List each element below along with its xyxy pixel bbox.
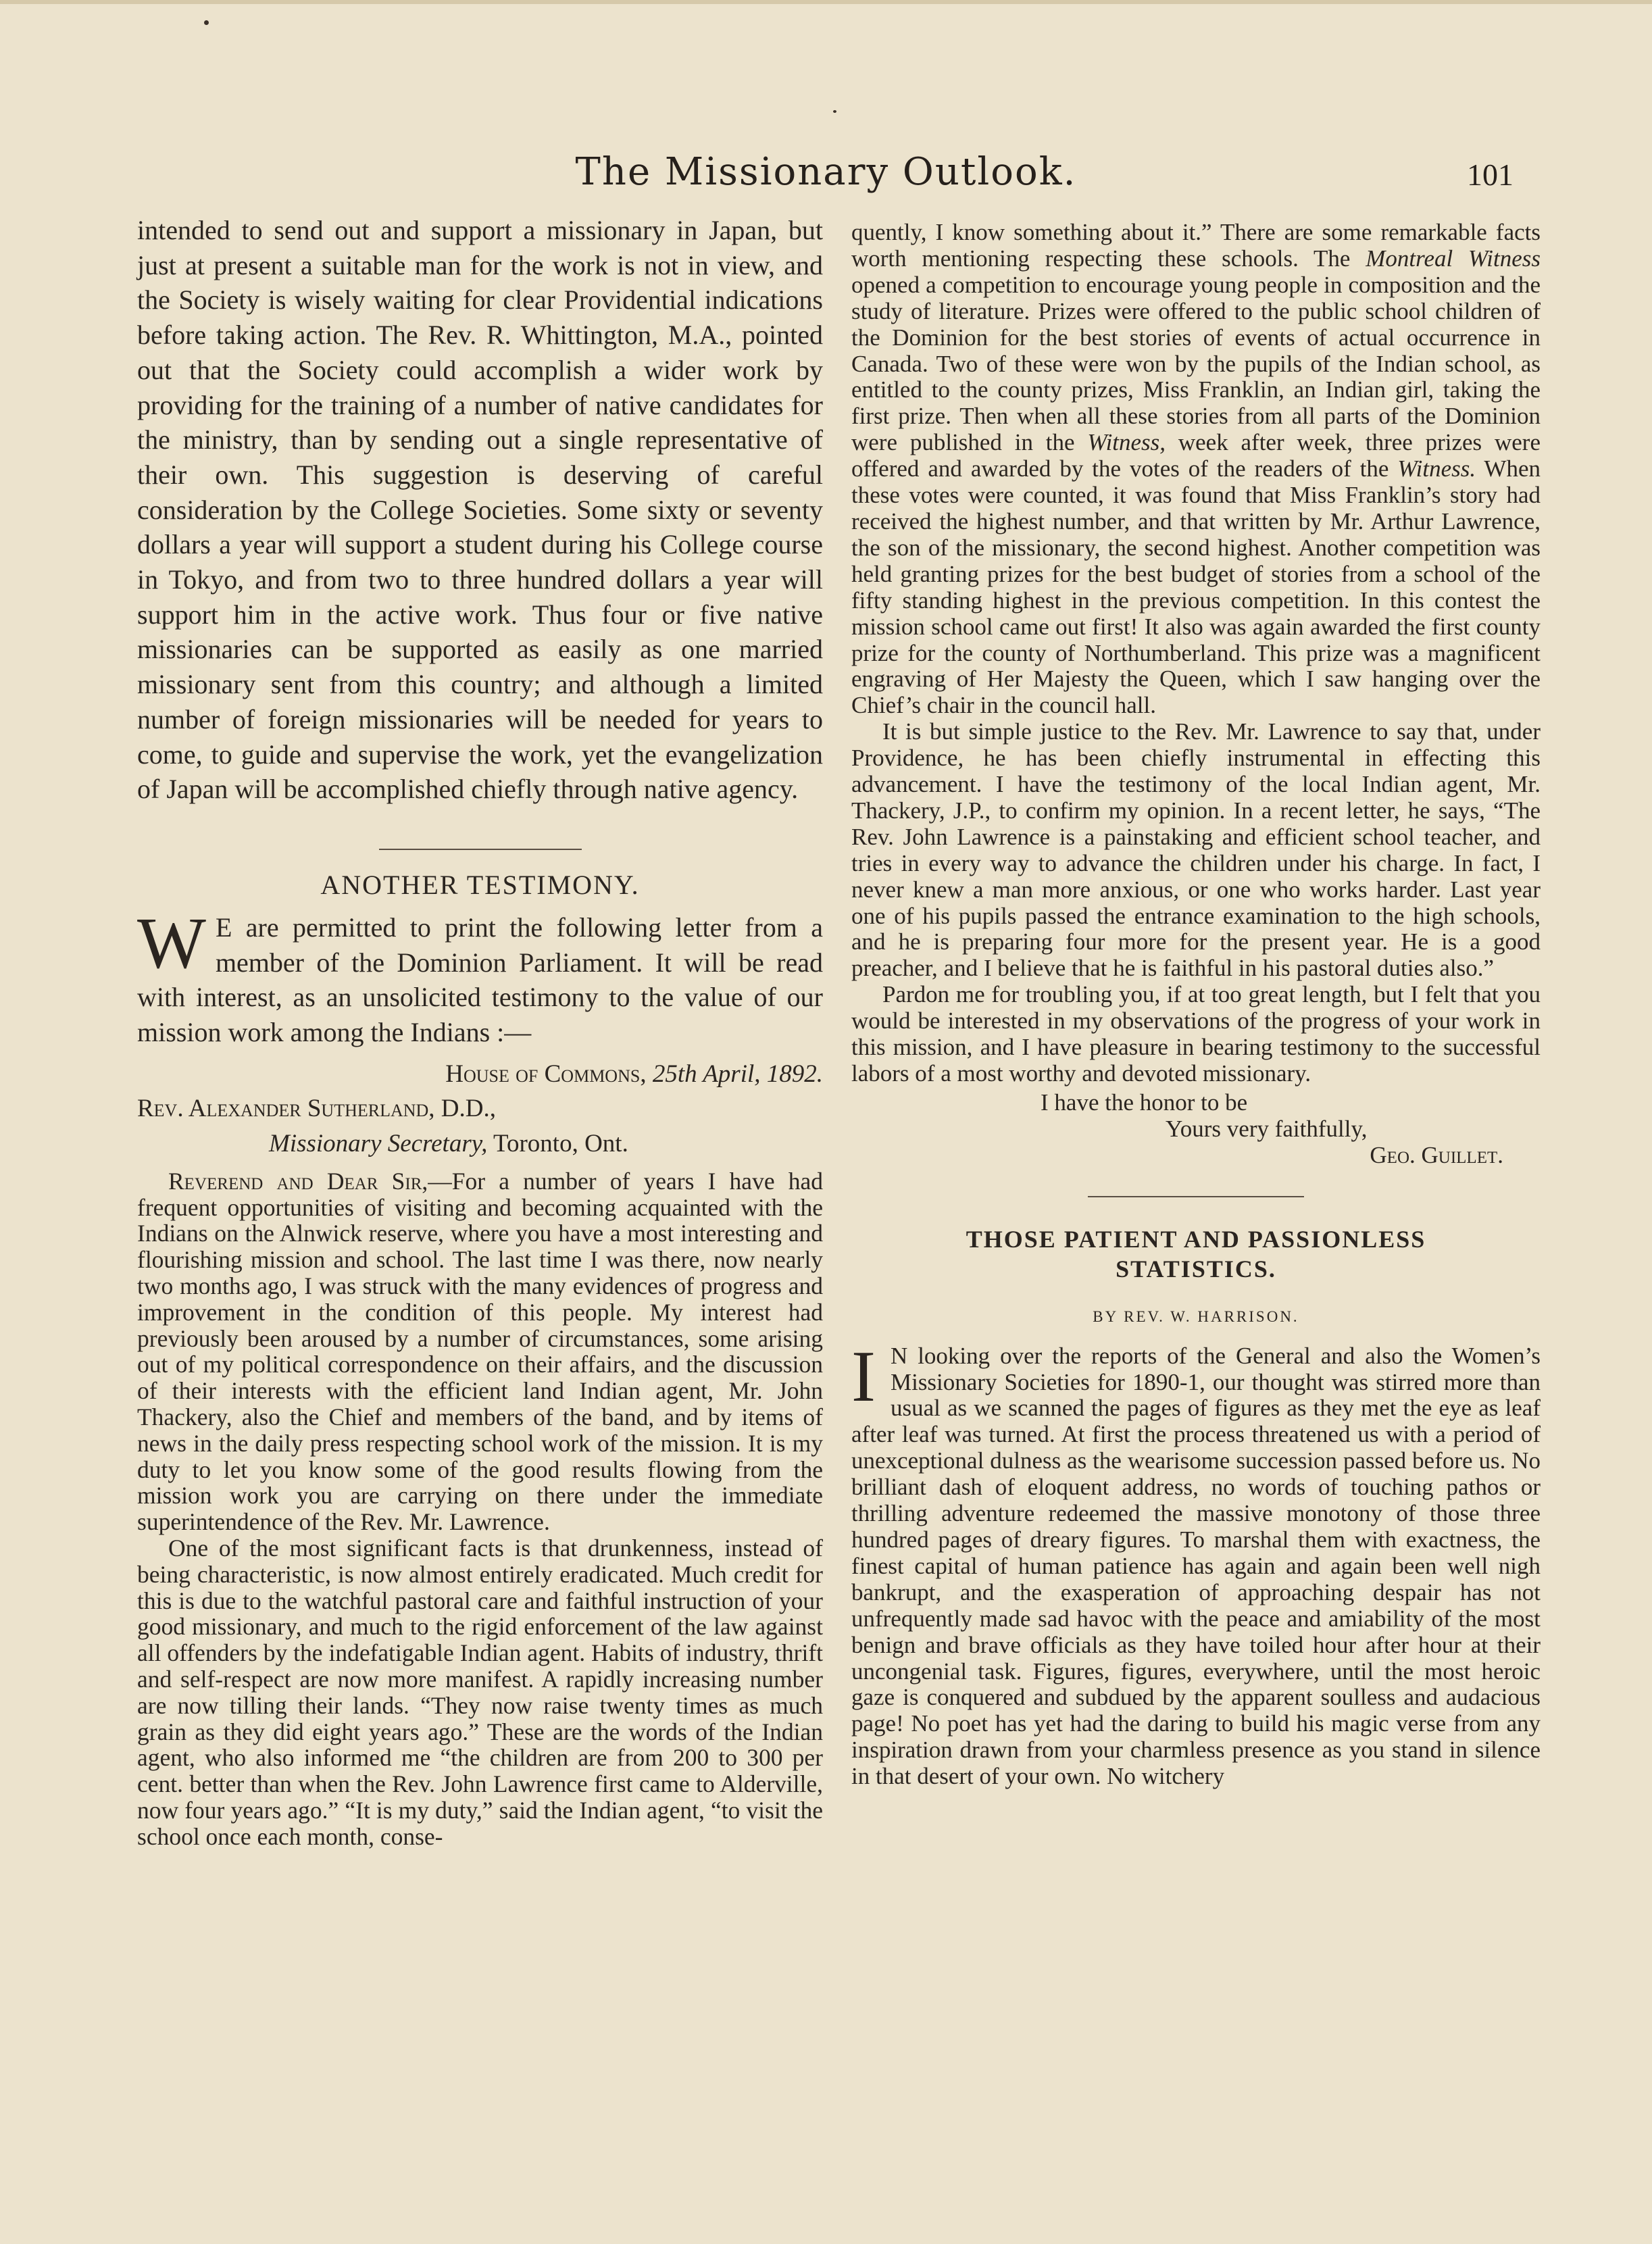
article-paragraph-text: N looking over the reports of the General and also the Women’s Missionary Societies for 1890-1, our thought was stirred more than usual as we scanned the pages of figures as they met the eye as leaf after leaf was turned. At first the process threatened us with a period of unexceptional dulness as the wearisome succession passed before us. No brilliant dash of eloquent address, no words of touching pathos or thrilling adventure redeemed the massive monotony of those three hundred pages of dreary figures. To marshal them with exactness, the finest capital of human patience has again and again been well nigh bankrupt, and the exasperation of approaching despair has not unfrequently made sad havoc with the peace and amiability of the most benign and brave officials as they have toiled hour after hour at their uncongenial task. Figures, figures, everywhere, until the most heroic gaze is conquered and subdued by the apparent soulless and audacious page! No poet has yet had the daring to build his magic verse from any inspiration drawn from your charmless presence as you stand in silence in that desert of your own. No witchery bbox=[851, 1342, 1541, 1790]
article-intro-text: E are permitted to print the following letter from a member of the Dominion Parliament. It will be read with interest, as an unsolicited testimony to the value of our mission work among the Indians :— bbox=[137, 912, 823, 1048]
article-intro bbox=[137, 903, 823, 1050]
dateline-place: House of Commons, bbox=[445, 1059, 647, 1088]
page-speck bbox=[204, 20, 209, 25]
letter-text: quently, I know something about it.” There are some remarkable facts worth mentioning respecting these schools. The bbox=[851, 219, 1541, 272]
right-column bbox=[851, 220, 1541, 1790]
page-edge bbox=[0, 0, 1652, 4]
drop-cap: I bbox=[851, 1336, 876, 1417]
dateline-date: 25th April, 1892. bbox=[652, 1059, 823, 1088]
addressee-place: Toronto, Ont. bbox=[493, 1130, 628, 1158]
letter-paragraph bbox=[137, 1168, 823, 1535]
masthead: The Missionary Outlook. bbox=[575, 150, 1077, 194]
letter-paragraph bbox=[851, 220, 1541, 719]
page-speck bbox=[833, 110, 836, 113]
addressee-title: Missionary Secretary, bbox=[269, 1130, 488, 1158]
letter-dateline bbox=[137, 1057, 823, 1092]
publication-title: Montreal Witness bbox=[1366, 245, 1541, 272]
letter-closing: Yours very faithfully, bbox=[1166, 1115, 1368, 1142]
article-heading bbox=[851, 1224, 1541, 1284]
letter-closing: I have the honor to be bbox=[1041, 1089, 1248, 1116]
article-paragraph bbox=[851, 1336, 1541, 1790]
article-heading-line: STATISTICS. bbox=[1116, 1255, 1276, 1282]
addressee-line bbox=[137, 1126, 823, 1162]
drop-cap: W bbox=[137, 903, 206, 984]
publication-title: Witness, bbox=[1087, 429, 1166, 456]
article-heading-line: THOSE PATIENT AND PASSIONLESS bbox=[966, 1225, 1426, 1253]
section-divider bbox=[379, 849, 582, 850]
left-column bbox=[137, 213, 823, 1850]
letter-paragraph-text: —For a number of years I have had frequent opportunities of visiting and becoming acquainted with the Indians on the Alnwick reserve, where you have a most interesting and flourishing mission and school. The last time I was there, now nearly two months ago, I was struck with the many evidences of progress and improvement in the condition of this people. My interest had previously been aroused by a number of circumstances, some arising out of my political correspondence on their affairs, and the discussion of their interests with the efficient land Indian agent, Mr. John Thackery, also the Chief and members of the band, and by items of news in the daily press respecting school work of the mission. It is my duty to let you know some of the good results flowing from the mission work you are carrying on there under the immediate superintendence of the Rev. Mr. Lawrence. bbox=[137, 1167, 823, 1536]
letter-paragraph: Pardon me for troubling you, if at too great length, but I felt that you would be interested in my observations of the progress of your work in this mission, and I have pleasure in bearing testimony to the successful labors of a most worthy and devoted missionary. bbox=[851, 981, 1541, 1087]
article-heading: ANOTHER TESTIMONY. bbox=[320, 869, 640, 900]
letter-paragraph: It is but simple justice to the Rev. Mr. Lawrence to say that, under Providence, he has been chiefly instrumental in effecting this advancement. I have the testimony of the local Indian agent, Mr. Thackery, J.P., to confirm my opinion. In a recent letter, he says, “The Rev. John Lawrence is a painstaking and efficient school teacher, and tries in every way to advance the children under his charge. In fact, I never knew a man more anxious, or one who works harder. Last year one of his pupils passed the entrance examination to the high schools, and he is preparing four more for the present year. He is a good preacher, and I believe that he is faithful in his pastoral duties also.” bbox=[851, 718, 1541, 982]
letter-text: opened a competition to encourage young people in composition and the study of literature. Prizes were offered to the public school children of the Dominion for the best stories of events of actual occurrence in Canada. Two of these were won by the pupils of the Indian school, as entitled to the county prizes, Miss Franklin, an Indian girl, taking the first prize. Then when all these stories from all parts of the Dominion were published in the bbox=[851, 271, 1541, 456]
letter-signature: Geo. Guillet. bbox=[1370, 1141, 1503, 1168]
salutation: Reverend and Dear Sir, bbox=[168, 1167, 428, 1195]
page-number: 101 bbox=[1467, 157, 1513, 192]
letter-text: week after week, three prizes were offered and awarded by the votes of the readers of the bbox=[851, 429, 1541, 482]
letter-text: When these votes were counted, it was found that Miss Franklin’s story had received the highest number, and that written by Mr. Arthur Lawrence, the son of the missionary, the second highest. Another competition was held granting prizes for the best budget of stories from a school of the fifty standing highest in the previous competition. In this contest the mission school came out first! It also was again awarded the first county prize for the county of Northumberland. This prize was a magnificent engraving of Her Majesty the Queen, which I saw hanging over the Chief’s chair in the council hall. bbox=[851, 455, 1541, 719]
section-divider bbox=[1088, 1196, 1304, 1197]
continuation-paragraph: intended to send out and support a missionary in Japan, but just at present a suitable man for the work is not in view, and the Society is wisely waiting for clear Providential indications before taking action. The Rev. R. Whittington, M.A., pointed out that the Society could accomplish a wider work by providing for the training of a number of native candidates for the ministry, than by sending out a single representative of their own. This suggestion is deserving of careful consideration by the College Societies. Some sixty or seventy dollars a year will support a student during his College course in Tokyo, and from two to three hundred dollars a year will support him in the active work. Thus four or five native missionaries can be supported as easily as one married missionary sent from this country; and although a limited number of foreign missionaries will be needed for years to come, to guide and supervise the work, yet the evangelization of Japan will be accomplished chiefly through native agency. bbox=[137, 215, 823, 805]
publication-title: Witness. bbox=[1397, 455, 1476, 482]
addressee-name: Rev. Alexander Sutherland, D.D., bbox=[137, 1095, 496, 1123]
letter-paragraph: One of the most significant facts is that drunkenness, instead of being characteristic, is now almost entirely eradicated. Much credit for this is due to the watchful pastoral care and faithful instruction of your good missionary, and much to the rigid enforcement of the law against all offenders by the indefatigable Indian agent. Habits of industry, thrift and self-respect are now more manifest. A rapidly increasing number are now tilling their lands. “They now raise twenty times as much grain as they did eight years ago.” These are the words of the Indian agent, who also informed me “the children are from 200 to 300 per cent. better than when the Rev. John Lawrence first came to Alderville, now four years ago.” “It is my duty,” said the Indian agent, “to visit the school once each month, conse- bbox=[137, 1535, 823, 1850]
article-byline: BY REV. W. HARRISON. bbox=[1093, 1307, 1299, 1325]
